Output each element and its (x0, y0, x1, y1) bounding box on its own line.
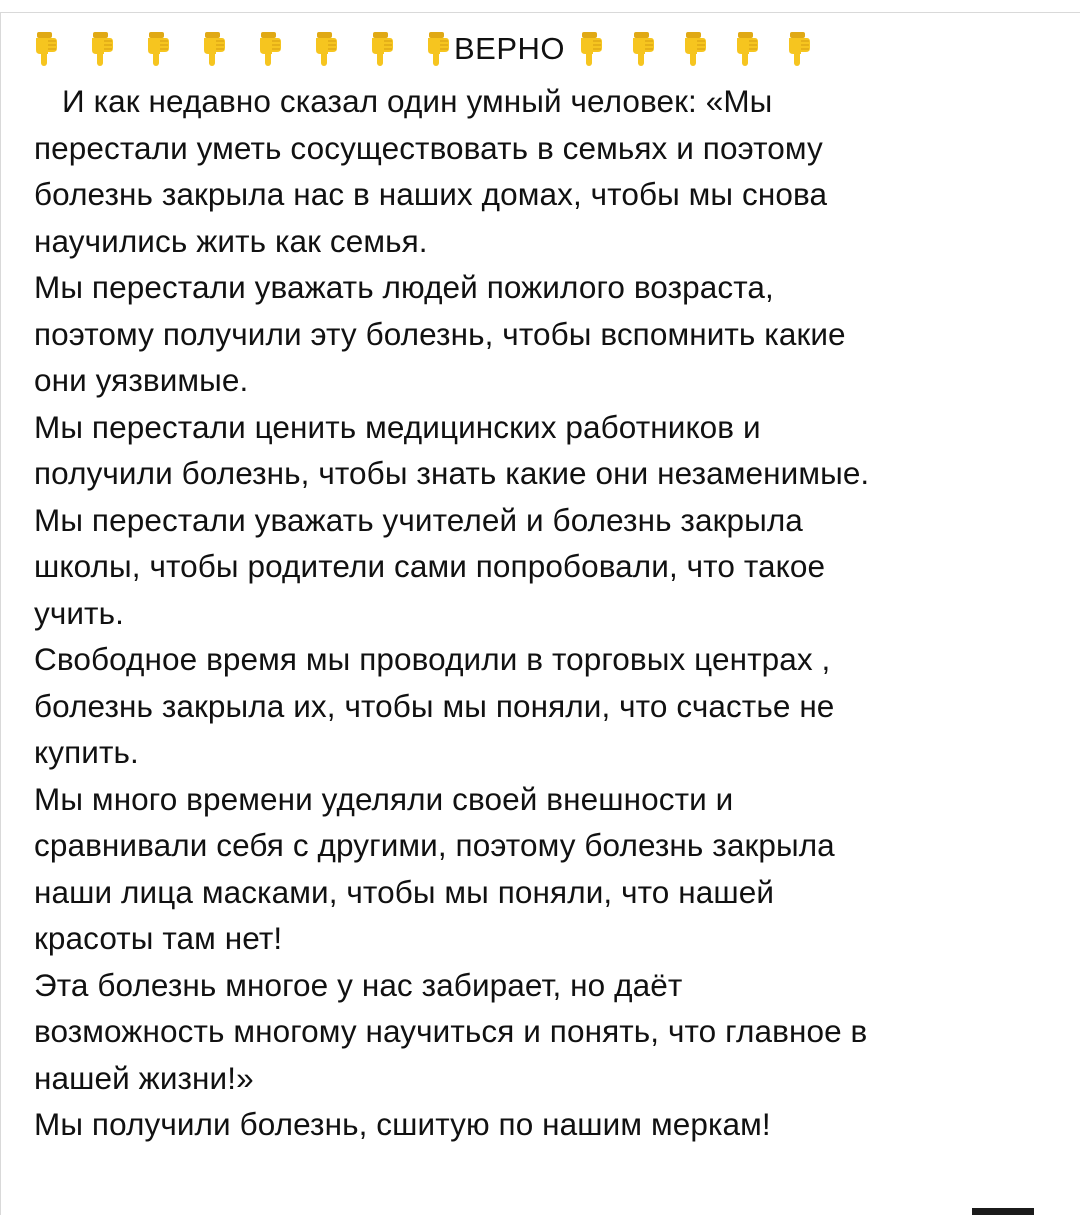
text-line: нашей жизни!» (34, 1059, 254, 1096)
pointing-down-hand-icon (735, 31, 759, 67)
post-body (34, 78, 1064, 1148)
text-line: Эта болезнь многое у нас забирает, но даёт (34, 966, 683, 1003)
pointing-down-hand-icon (631, 31, 655, 67)
pointing-down-hand-icon (579, 31, 603, 67)
pointing-down-hand-icon (426, 31, 450, 67)
pointing-down-hand-icon (202, 31, 226, 67)
home-indicator (972, 1208, 1034, 1215)
text-line: школы, чтобы родители сами попробовали, что такое (34, 548, 826, 584)
text-line: научились жить как семья. (34, 222, 428, 259)
header-word: ВЕРНО (454, 31, 566, 66)
text-line: Мы перестали уважать учителей и болезнь закрыла (34, 501, 803, 538)
top-divider (0, 12, 1080, 13)
pointing-down-hand-icon (314, 31, 338, 67)
text-line: Свободное время мы проводили в торговых центрах , (34, 641, 831, 677)
pointing-down-hand-icon (370, 31, 394, 67)
text-line: сравнивали себя с другими, поэтому болезнь закрыла (34, 827, 835, 863)
text-line: Мы много времени уделяли своей внешности и (34, 780, 734, 817)
text-line: болезнь закрыла их, чтобы мы поняли, что счастье не (34, 687, 835, 724)
text-line: Мы перестали ценить медицинских работников и (34, 408, 761, 445)
emoji-group-left (34, 31, 454, 67)
pointing-down-hand-icon (90, 31, 114, 67)
text-line: перестали уметь сосуществовать в семьях и поэтому (34, 129, 823, 166)
pointing-down-hand-icon (258, 31, 282, 67)
pointing-down-hand-icon (146, 31, 170, 67)
text-line: получили болезнь, чтобы знать какие они незаменимые. (34, 455, 870, 491)
pointing-down-hand-icon (787, 31, 811, 67)
text-line: Мы получили болезнь, сшитую по нашим меркам! (34, 1106, 771, 1142)
text-line: поэтому получили эту болезнь, чтобы вспомнить какие (34, 315, 846, 352)
pointing-down-hand-icon (34, 31, 58, 67)
text-line: красоты там нет! (34, 920, 283, 956)
text-line: купить. (34, 734, 139, 770)
post-header (34, 26, 811, 72)
text-line: возможность многому научиться и понять, что главное в (34, 1013, 868, 1049)
emoji-group-right (579, 31, 811, 67)
pointing-down-hand-icon (683, 31, 707, 67)
text-line: наши лица масками, чтобы мы поняли, что нашей (34, 873, 775, 910)
left-divider (0, 12, 1, 1215)
text-line: болезнь закрыла нас в наших домах, чтобы мы снова (34, 176, 828, 212)
text-line: Мы перестали уважать людей пожилого возраста, (34, 269, 774, 305)
text-line: они уязвимые. (34, 362, 249, 398)
text-line: учить. (34, 594, 124, 631)
text-line: И как недавно сказал один умный человек: «Мы (62, 83, 773, 119)
